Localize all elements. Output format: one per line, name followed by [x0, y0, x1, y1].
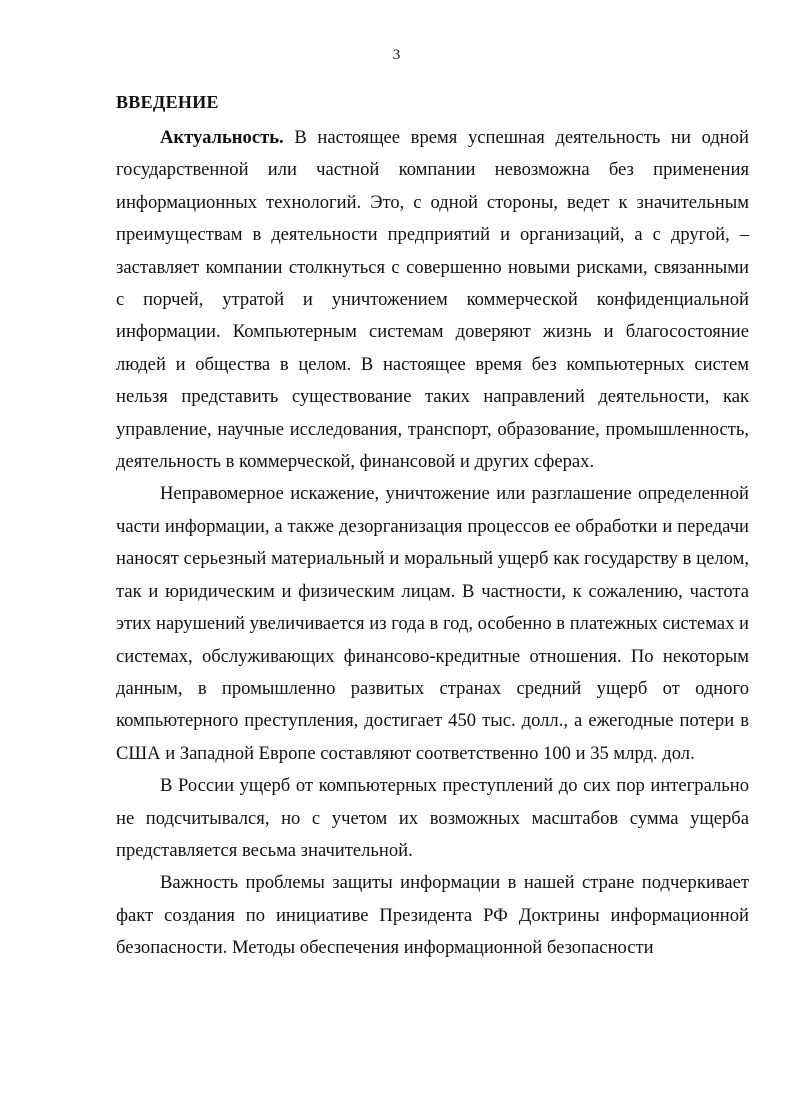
- section-heading: ВВЕДЕНИЕ: [116, 92, 219, 112]
- paragraph-russia: В России ущерб от компьютерных преступлений до сих пор интегрально не подсчитывался, но с учетом их возможных масштабов сумма ущерба представляется весьма значительной.: [116, 775, 749, 861]
- paragraph-importance: Важность проблемы защиты информации в нашей стране подчеркивает факт создания по инициативе Президента РФ Доктрины информационной безопасности. Методы обеспечения информационной безопасности: [116, 872, 749, 959]
- paragraph-lead: Актуальность.: [160, 127, 284, 148]
- body-text: [116, 122, 749, 965]
- page-number: 3: [392, 47, 401, 63]
- paragraph-relevance: [116, 122, 749, 478]
- paragraph-text: В настоящее время успешная деятельность ни одной государственной или частной компании невозможна без применения информационных технологий. Это, с одной стороны, ведет к значительным преимуществам в деятельности предприятий и организаций, а с другой, – заставляет компании столкнуться с совершенно новыми рисками, связанными с порчей, утратой и уничтожением коммерческой конфиденциальной информации. Компьютерным системам доверяют жизнь и благосостояние людей и общества в целом. В настоящее время без компьютерных систем нельзя представить существование таких направлений деятельности, как управление, научные исследования, транспорт, образование, промышленность, деятельность в коммерческой, финансовой и других сферах.: [116, 127, 749, 473]
- paragraph-damage: Неправомерное искажение, уничтожение или разглашение определенной части информации, а также дезорганизация процессов ее обработки и передачи наносят серьезный материальный и моральный ущерб как государству в целом, так и юридическим и физическим лицам. В частности, к сожалению, частота этих нарушений увеличивается из года в год, особенно в платежных системах и системах, обслуживающих финансово-кредитные отношения. По некоторым данным, в промышленно развитых странах средний ущерб от одного компьютерного преступления, достигает 450 тыс. долл., а ежегодные потери в США и Западной Европе составляют соответственно 100 и 35 млрд. дол.: [116, 483, 749, 764]
